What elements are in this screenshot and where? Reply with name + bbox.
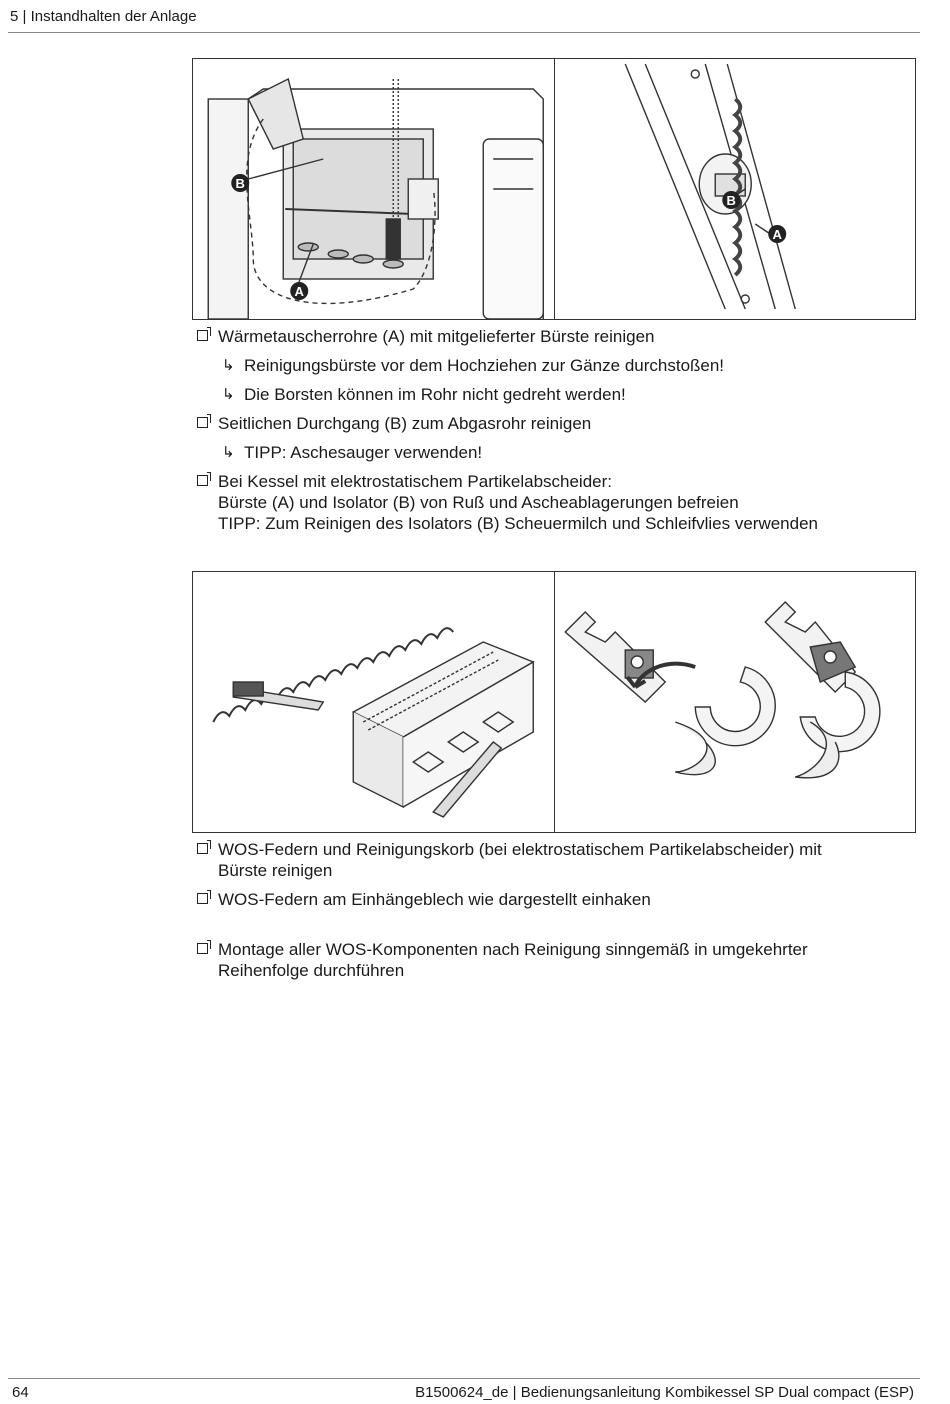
instruction-step <box>196 839 896 881</box>
instruction-text: Seitlichen Durchgang (B) zum Abgasrohr reinigen <box>218 414 592 433</box>
figure-heat-exchanger <box>192 58 916 320</box>
instruction-text: Bürste (A) und Isolator (B) von Ruß und Ascheablagerungen befreien <box>218 493 739 512</box>
instruction-text: Reinigungsbürste vor dem Hochziehen zur Gänze durchstoßen! <box>244 356 725 375</box>
checkbox-icon <box>197 943 208 954</box>
brush-insulator-illustration <box>555 59 916 319</box>
header-divider <box>8 32 920 33</box>
figure-heat-exchanger-overview <box>193 59 554 319</box>
instruction-block-1 <box>196 326 896 542</box>
instruction-step <box>196 326 896 347</box>
spring-hook-illustration <box>555 572 916 832</box>
figure-heat-exchanger-detail <box>554 59 916 319</box>
result-arrow-icon: ↳ <box>222 444 235 461</box>
instruction-step <box>196 471 896 534</box>
instruction-result <box>196 442 896 463</box>
footer-divider <box>8 1378 920 1379</box>
instruction-text: Reihenfolge durchführen <box>218 961 405 980</box>
figure-wos-springs <box>192 571 916 833</box>
result-arrow-icon: ↳ <box>222 386 235 403</box>
result-arrow-icon: ↳ <box>222 357 235 374</box>
instruction-text: Wärmetauscherrohre (A) mit mitgelieferter Bürste reinigen <box>218 327 655 346</box>
checkbox-icon <box>197 417 208 428</box>
instruction-text: Die Borsten können im Rohr nicht gedreht werden! <box>244 385 626 404</box>
instruction-block-2 <box>196 839 896 989</box>
instruction-text: Montage aller WOS-Komponenten nach Reinigung sinngemäß in umgekehrter <box>218 940 808 959</box>
instruction-text: WOS-Federn und Reinigungskorb (bei elektrostatischem Partikelabscheider) mit <box>218 840 822 859</box>
callout-b-left: B <box>235 176 245 191</box>
document-title: B1500624_de | Bedienungsanleitung Kombikessel SP Dual compact (ESP) <box>415 1384 914 1401</box>
checkbox-icon <box>197 475 208 486</box>
instruction-text: TIPP: Aschesauger verwenden! <box>244 443 483 462</box>
instruction-result <box>196 355 896 376</box>
spring-basket-illustration <box>193 572 554 832</box>
instruction-step <box>196 889 896 910</box>
checkbox-icon <box>197 893 208 904</box>
callout-a-right: A <box>772 227 782 242</box>
page-number: 64 <box>12 1384 29 1401</box>
instruction-text: Bürste reinigen <box>218 861 333 880</box>
boiler-cleaning-illustration <box>193 59 554 319</box>
callout-b-right: B <box>726 193 736 208</box>
section-header: 5 | Instandhalten der Anlage <box>10 8 197 25</box>
instruction-text: WOS-Federn am Einhängeblech wie dargestellt einhaken <box>218 890 651 909</box>
instruction-step <box>196 413 896 434</box>
callout-a-left: A <box>294 284 304 299</box>
figure-spring-basket <box>193 572 554 832</box>
instruction-result <box>196 384 896 405</box>
instruction-text: Bei Kessel mit elektrostatischem Partikelabscheider: <box>218 472 612 491</box>
instruction-step <box>196 939 896 981</box>
checkbox-icon <box>197 843 208 854</box>
checkbox-icon <box>197 330 208 341</box>
instruction-text: TIPP: Zum Reinigen des Isolators (B) Scheuermilch und Schleifvlies verwenden <box>218 514 818 533</box>
figure-spring-hook <box>554 572 916 832</box>
